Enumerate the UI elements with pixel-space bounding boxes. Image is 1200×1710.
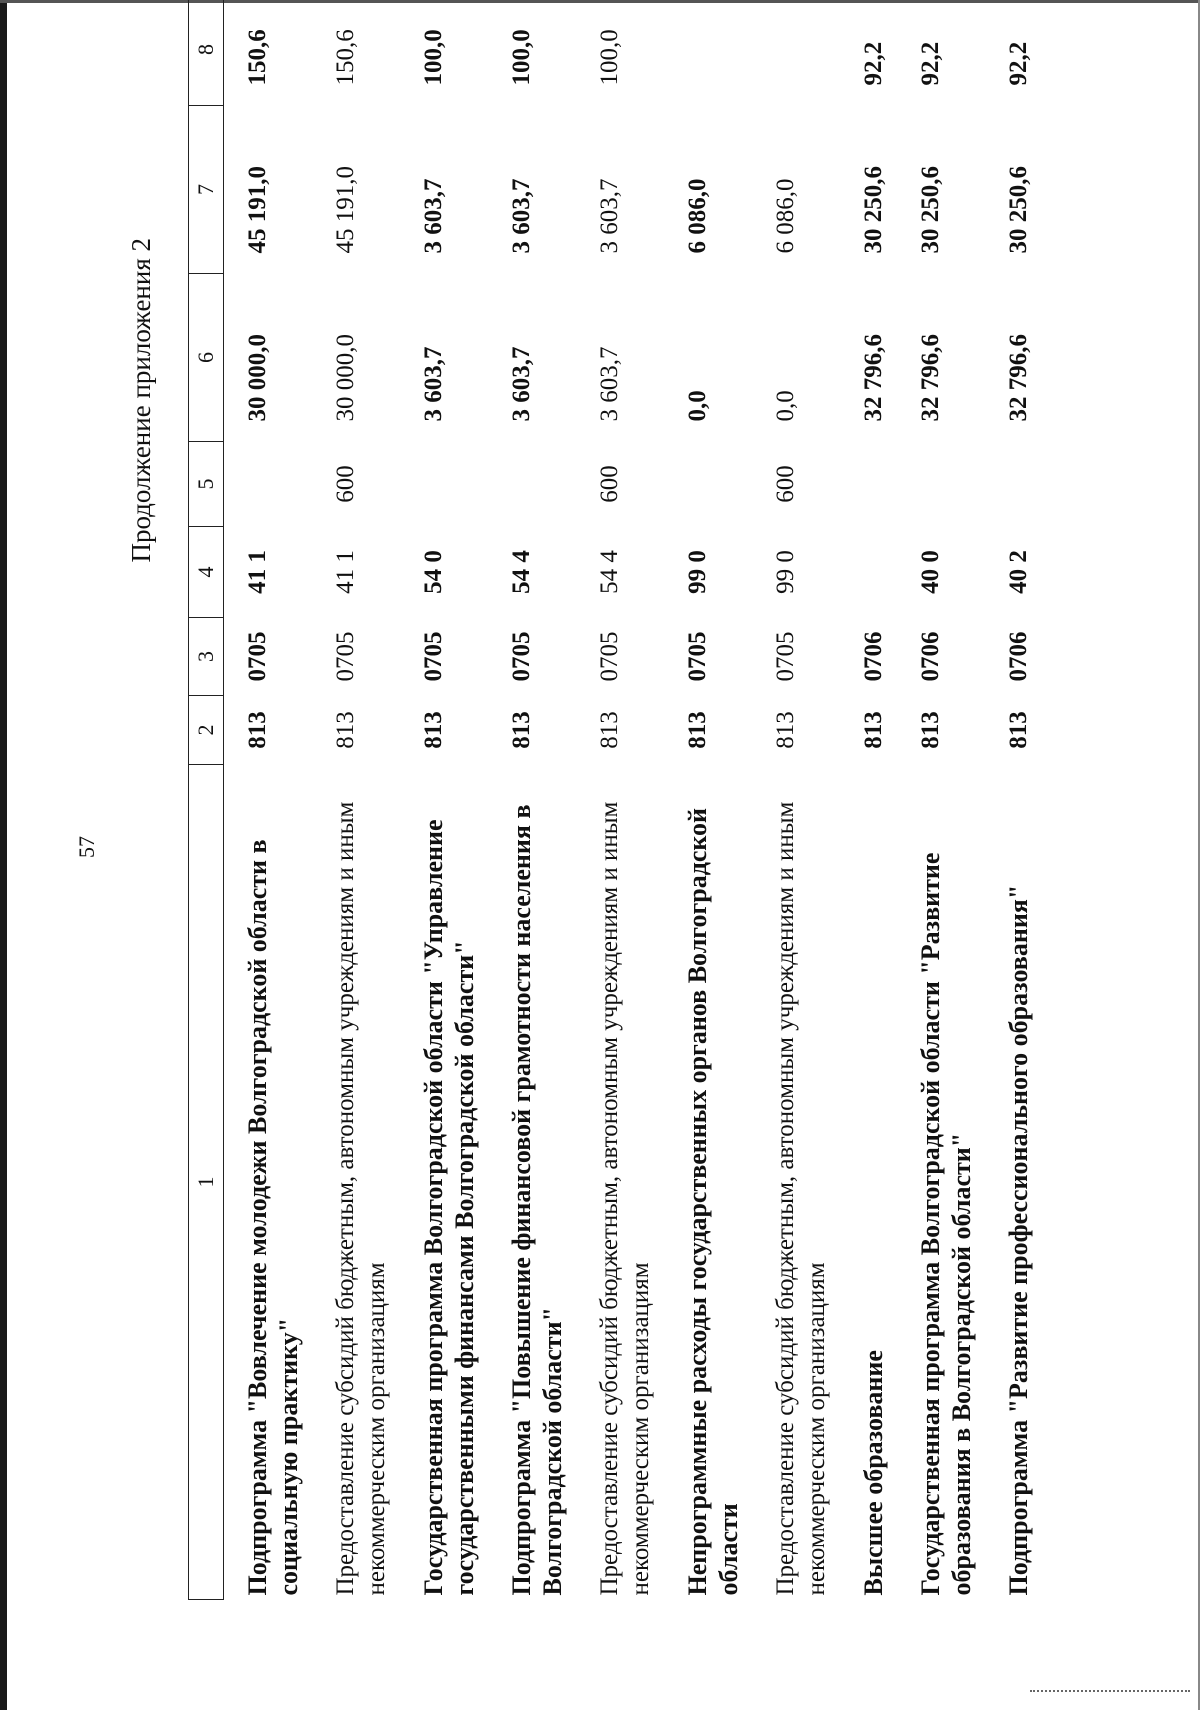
executed-amount: 6 086,0 (684, 178, 711, 254)
execution-percent (752, 0, 840, 106)
section-code: 0705 (244, 631, 271, 682)
execution-percent: 150,6 (332, 29, 359, 86)
column-header: 4 (189, 527, 224, 618)
admin-code: 813 (508, 711, 535, 749)
row-label: Государственная программа Волгоградской области "Управление государственными финансами Волгоградской области" (419, 819, 479, 1596)
planned-amount: 30 000,0 (244, 334, 271, 422)
column-header: 8 (189, 0, 224, 106)
expense-type (488, 442, 576, 527)
planned-amount: 0,0 (772, 390, 799, 422)
admin-code: 813 (244, 711, 271, 749)
section-code: 0705 (332, 631, 359, 682)
table-row (312, 0, 400, 1600)
expense-type: 600 (596, 465, 623, 503)
table-row (752, 0, 840, 1600)
row-label: Предоставление субсидий бюджетным, автономным учреждениям и иным некоммерческим организациям (596, 801, 654, 1596)
target-article: 99 0 (772, 550, 799, 594)
row-label: Предоставление субсидий бюджетным, автономным учреждениям и иным некоммерческим организациям (772, 801, 830, 1596)
target-article: 40 0 (917, 550, 944, 594)
expense-type (897, 442, 985, 527)
execution-percent: 92,2 (860, 41, 887, 86)
admin-code: 813 (917, 711, 944, 749)
planned-amount: 32 796,6 (1005, 334, 1032, 422)
planned-amount: 0,0 (684, 390, 711, 422)
expense-type (664, 442, 752, 527)
executed-amount: 3 603,7 (596, 178, 623, 254)
executed-amount: 45 191,0 (244, 166, 271, 254)
section-code: 0705 (596, 631, 623, 682)
admin-code: 813 (332, 711, 359, 749)
target-article: 54 0 (420, 550, 447, 594)
row-label: Государственная программа Волгоградской области "Развитие образования в Волгоградской области" (916, 852, 976, 1596)
expense-type (400, 442, 488, 527)
section-code: 0706 (860, 631, 887, 682)
expense-type (985, 442, 1042, 527)
table-row (664, 0, 752, 1600)
column-header: 5 (189, 442, 224, 527)
executed-amount: 30 250,6 (917, 166, 944, 254)
target-article: 99 0 (684, 550, 711, 594)
execution-percent: 100,0 (420, 29, 447, 86)
table-row (400, 0, 488, 1600)
admin-code: 813 (596, 711, 623, 749)
row-label: Подпрограмма "Развитие профессионального образования" (1004, 884, 1033, 1596)
table-row (576, 0, 664, 1600)
executed-amount: 30 250,6 (860, 166, 887, 254)
executed-amount: 3 603,7 (420, 178, 447, 254)
row-label: Подпрограмма "Повышение финансовой грамотности населения в Волгоградской области" (507, 804, 567, 1596)
planned-amount: 32 796,6 (860, 334, 887, 422)
table-row (985, 0, 1042, 1600)
column-header: 2 (189, 696, 224, 765)
executed-amount: 6 086,0 (772, 178, 799, 254)
section-code: 0705 (772, 631, 799, 682)
planned-amount: 32 796,6 (917, 334, 944, 422)
target-article: 41 1 (332, 550, 359, 594)
admin-code: 813 (772, 711, 799, 749)
table-row (897, 0, 985, 1600)
section-code: 0705 (420, 631, 447, 682)
section-code: 0705 (684, 631, 711, 682)
execution-percent: 150,6 (244, 29, 271, 86)
table-row (488, 0, 576, 1600)
expense-type: 600 (332, 465, 359, 503)
target-article (840, 527, 897, 618)
table-row (224, 0, 313, 1600)
execution-percent: 92,2 (917, 41, 944, 86)
planned-amount: 30 000,0 (332, 334, 359, 422)
admin-code: 813 (1005, 711, 1032, 749)
row-label: Непрограммные расходы государственных органов Волгоградской области (683, 807, 743, 1596)
row-label: Подпрограмма "Вовлечение молодежи Волгоградской области в социальную практику" (243, 839, 303, 1596)
admin-code: 813 (420, 711, 447, 749)
section-code: 0706 (1005, 631, 1032, 682)
target-article: 40 2 (1005, 550, 1032, 594)
table-body (224, 0, 1043, 1600)
page-number: 57 (74, 836, 99, 858)
column-header: 1 (189, 765, 224, 1600)
continuation-label: Продолжение приложения 2 (126, 238, 156, 563)
executed-amount: 30 250,6 (1005, 166, 1032, 254)
execution-percent (664, 0, 752, 106)
row-label: Предоставление субсидий бюджетным, автономным учреждениям и иным некоммерческим организациям (332, 801, 390, 1596)
target-article: 54 4 (596, 550, 623, 594)
column-header: 7 (189, 106, 224, 274)
expense-type (224, 442, 313, 527)
target-article: 54 4 (508, 550, 535, 594)
column-header: 6 (189, 274, 224, 442)
column-header: 3 (189, 618, 224, 696)
execution-percent: 100,0 (508, 29, 535, 86)
planned-amount: 3 603,7 (420, 346, 447, 422)
execution-percent: 100,0 (596, 29, 623, 86)
planned-amount: 3 603,7 (596, 346, 623, 422)
target-article: 41 1 (244, 550, 271, 594)
expense-type (840, 442, 897, 527)
admin-code: 813 (860, 711, 887, 749)
executed-amount: 45 191,0 (332, 166, 359, 254)
row-label: Высшее образование (859, 1350, 888, 1596)
expense-type: 600 (772, 465, 799, 503)
section-code: 0705 (508, 631, 535, 682)
section-code: 0706 (917, 631, 944, 682)
budget-table (188, 0, 1042, 1600)
executed-amount: 3 603,7 (508, 178, 535, 254)
admin-code: 813 (684, 711, 711, 749)
execution-percent: 92,2 (1005, 41, 1032, 86)
table-row (840, 0, 897, 1600)
table-header-row (189, 0, 224, 1600)
planned-amount: 3 603,7 (508, 346, 535, 422)
